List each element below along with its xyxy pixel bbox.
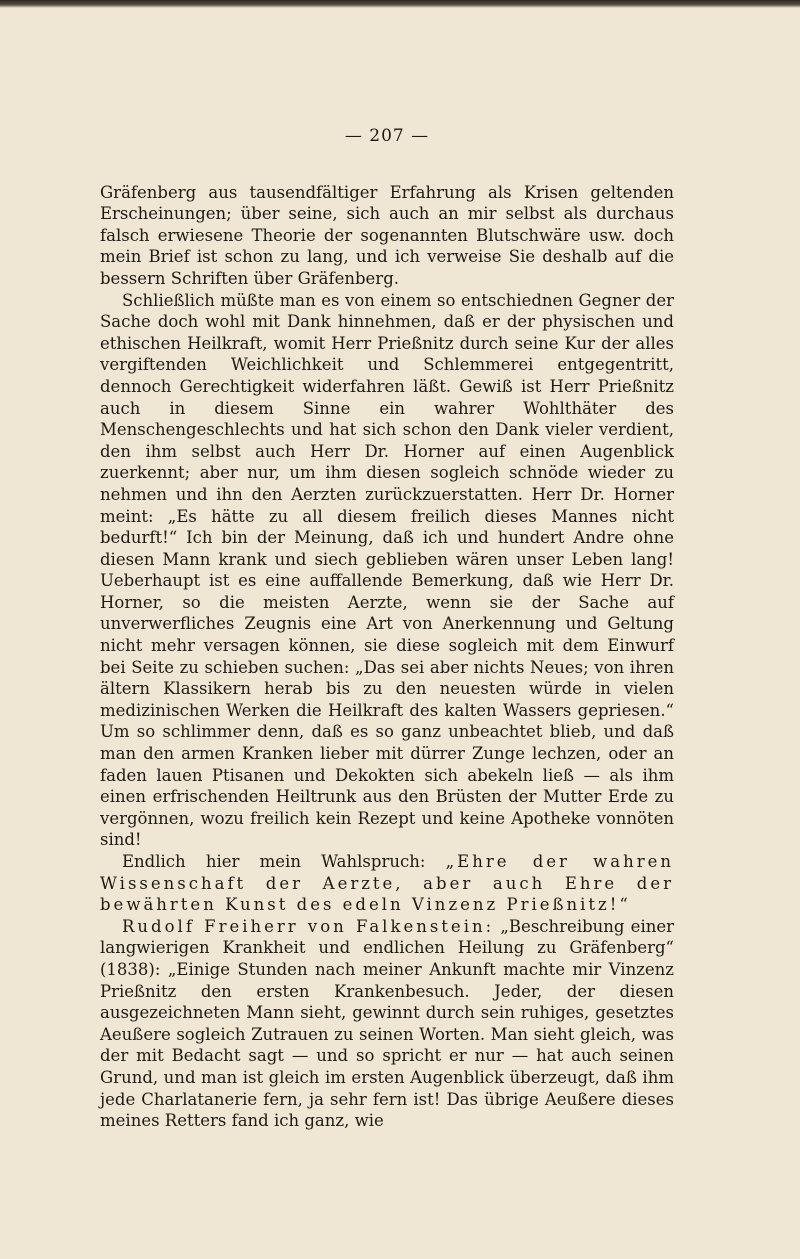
motto-paragraph (100, 851, 674, 916)
citation-text: „Beschreibung einer langwierigen Krankheit und endlichen Heilung zu Gräfenberg“ (1838): „Einige Stunden nach meiner Ankunft machte mir Vinzenz Prießnitz den ersten Krankenbesuch. Jeder, der diesen ausgezeichneten Mann sieht, gewinnt durch sein ruhiges, gesetztes Aeußere sogleich Zutrauen zu seinen Worten. Man sieht gleich, was der mit Bedacht sagt — und so spricht er nur — hat auch seinen Grund, und man ist gleich im ersten Augenblick überzeugt, daß ihm jede Charlatanerie fern, ja sehr fern ist! Das übrige Aeußere dieses meines Retters fand ich ganz, wie (100, 916, 675, 1131)
motto-quote: „Ehre der wahren Wissenschaft der Aerzte, aber auch Ehre der bewährten Kunst des edeln Vinzenz Prießnitz!“ (100, 852, 674, 915)
paragraph-continuation: Gräfenberg aus tausendfältiger Erfahrung als Krisen geltenden Erscheinungen; über seine, sich auch an mir selbst als durchaus falsch erwiesene Theorie der sogenannten Blutschwäre usw. doch mein Brief ist schon zu lang, und ich verweise Sie deshalb auf die bessern Schriften über Gräfenberg. (100, 182, 674, 288)
book-page (100, 126, 674, 1132)
citation-author: Rudolf Freiherr von Falkenstein: (122, 916, 495, 936)
paragraph-main: Schließlich müßte man es von einem so entschiednen Gegner der Sache doch wohl mit Dank hinnehmen, daß er der physischen und ethischen Heilkraft, womit Herr Prießnitz durch seine Kur der alles vergiftenden Weichlichkeit und Schlemmerei entgegentritt, dennoch Gerechtigkeit widerfahren läßt. Gewiß ist Herr Prießnitz auch in diesem Sinne ein wahrer Wohlthäter des Menschengeschlechts und hat sich schon den Dank vieler verdient, den ihm selbst auch Herr Dr. Horner auf einen Augenblick zuerkennt; aber nur, um ihm diesen sogleich schnöde wieder zu nehmen und ihn den Aerzten zurückzuerstatten. Herr Dr. Horner meint: „Es hätte zu all diesem freilich dieses Mannes nicht bedurft!“ Ich bin der Meinung, daß ich und hundert Andre ohne diesen Mann krank und siech geblieben wären unser Leben lang! Ueberhaupt ist es eine auffallende Bemerkung, daß wie Herr Dr. Horner, so die meisten Aerzte, wenn sie der Sache auf unverwerfliches Zeugnis eine Art von Anerkennung und Geltung nicht mehr versagen können, sie diese sogleich mit dem Einwurf bei Seite zu schieben suchen: „Das sei aber nichts Neues; von ihren ältern Klassikern herab bis zu den neuesten würde in vielen medizinischen Werken die Heilkraft des kalten Wassers gepriesen.“ Um so schlimmer denn, daß es so ganz unbeachtet blieb, und daß man den armen Kranken lieber mit dürrer Zunge lechzen, oder an faden lauen Ptisanen und Dekokten sich abekeln ließ — als ihm einen erfrischenden Heiltrunk aus den Brüsten der Mutter Erde zu vergönnen, wozu freilich kein Rezept und keine Apotheke vonnöten sind! (100, 290, 674, 850)
citation-paragraph (100, 916, 674, 1132)
motto-lead: Endlich hier mein Wahlspruch: (122, 852, 446, 871)
page-number: — 207 — (344, 126, 430, 146)
scan-edge (0, 0, 800, 8)
